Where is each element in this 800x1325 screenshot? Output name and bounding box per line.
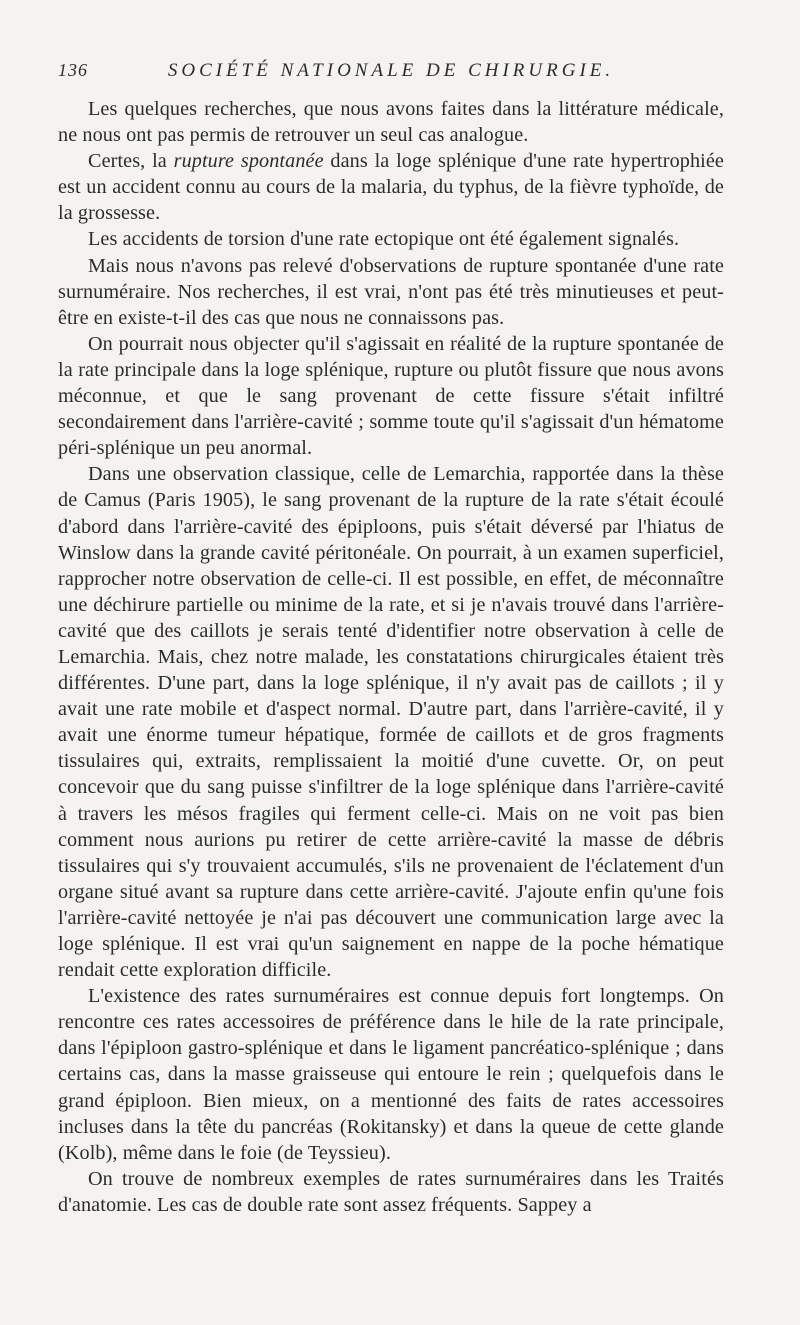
page-number: 136 [58, 60, 88, 80]
paragraph [58, 148, 724, 226]
paragraph [58, 1166, 724, 1218]
italic-text: rupture spontanée [173, 150, 324, 173]
body-text [58, 96, 724, 1218]
paragraph-text: On trouve de nombreux exemples de rates surnuméraires dans les Traités d'anatomie. Les cas de double rate sont assez fréquents. Sappey a [58, 1167, 724, 1216]
paragraph-text: Mais nous n'avons pas relevé d'observations de rupture spontanée d'une rate surnuméraire. Nos recherches, il est vrai, n'ont pas été très minutieuses et peut-être en existe-t-il des cas que nous ne connaissons pas. [58, 254, 724, 329]
paragraph-text: Les quelques recherches, que nous avons faites dans la littérature médicale, ne nous ont pas permis de retrouver un seul cas analogue. [58, 98, 724, 147]
paragraph-text: Certes, la [88, 150, 174, 173]
paragraph-text: L'existence des rates surnuméraires est connue depuis fort longtemps. On rencontre ces rates accessoires de préférence dans le hile de la rate principale, dans l'épiploon gastro-splénique et dans le ligament pancréatico-splénique ; dans certains cas, dans la masse graisseuse qui entoure le rein ; quelquefois dans le grand épiploon. Bien mieux, on a mentionné des faits de rates accessoires incluses dans la tête du pancréas (Rokitansky) et dans la queue de cette glande (Kolb), même dans le foie (de Teyssieu). [58, 985, 724, 1164]
page-header [58, 58, 724, 90]
paragraph-text: Les accidents de torsion d'une rate ectopique ont été également signalés. [88, 228, 680, 251]
paragraph [58, 331, 724, 461]
paragraph [58, 96, 724, 148]
paragraph-text: Dans une observation classique, celle de Lemarchia, rapportée dans la thèse de Camus (Paris 1905), le sang provenant de la rupture de la rate s'était écoulé d'abord dans l'arrière-cavité des épiploons, puis s'était déversé par l'hiatus de Winslow dans la grande cavité péritonéale. On pourrait, à un examen superficiel, rapprocher notre observation de celle-ci. Il est possible, en effet, de méconnaître une déchirure partielle ou minime de la rate, et si je n'avais trouvé dans l'arrière-cavité que des caillots je serais tenté d'identifier notre observation à celle de Lemarchia. Mais, chez notre malade, les constatations chirurgicales étaient très différentes. D'une part, dans la loge splénique, il n'y avait pas de caillots ; il y avait une rate mobile et d'aspect normal. D'autre part, dans l'arrière-cavité, il y avait une énorme tumeur hépatique, formée de caillots et de gros fragments tissulaires qui, extraits, remplissaient la moitié d'une cuvette. Or, on peut concevoir que du sang puisse s'infiltrer de la loge splénique dans l'arrière-cavité à travers les mésos fragiles qui ferment celle-ci. Mais on ne voit pas bien comment nous aurions pu retirer de cette arrière-cavité la masse de débris tissulaires qui s'y trouvaient accumulés, s'ils ne provenaient de l'éclatement d'un organe situé avant sa rupture dans cette arrière-cavité. J'ajoute enfin qu'une fois l'arrière-cavité nettoyée je n'ai pas découvert une communication large avec la loge splénique. Il est vrai qu'un saignement en nappe de la poche hématique rendait cette exploration difficile. [58, 463, 724, 982]
paragraph-text: dans la loge splénique d'une rate hypertrophiée est un accident connu au cours de la malaria, du typhus, de la fièvre typhoïde, de la grossesse. [58, 150, 724, 225]
document-page [58, 58, 724, 1218]
running-title: SOCIÉTÉ NATIONALE DE CHIRURGIE. [167, 60, 615, 81]
paragraph [58, 983, 724, 1166]
paragraph-text: On pourrait nous objecter qu'il s'agissait en réalité de la rupture spontanée de la rate principale dans la loge splénique, rupture ou plutôt fissure que nous avons méconnue, et que le sang provenant de cette fissure s'était infiltré secondairement dans l'arrière-cavité ; somme toute qu'il s'agissait d'un hématome péri-splénique un peu anormal. [58, 332, 724, 460]
paragraph [58, 461, 724, 983]
paragraph [58, 226, 724, 252]
paragraph [58, 253, 724, 331]
